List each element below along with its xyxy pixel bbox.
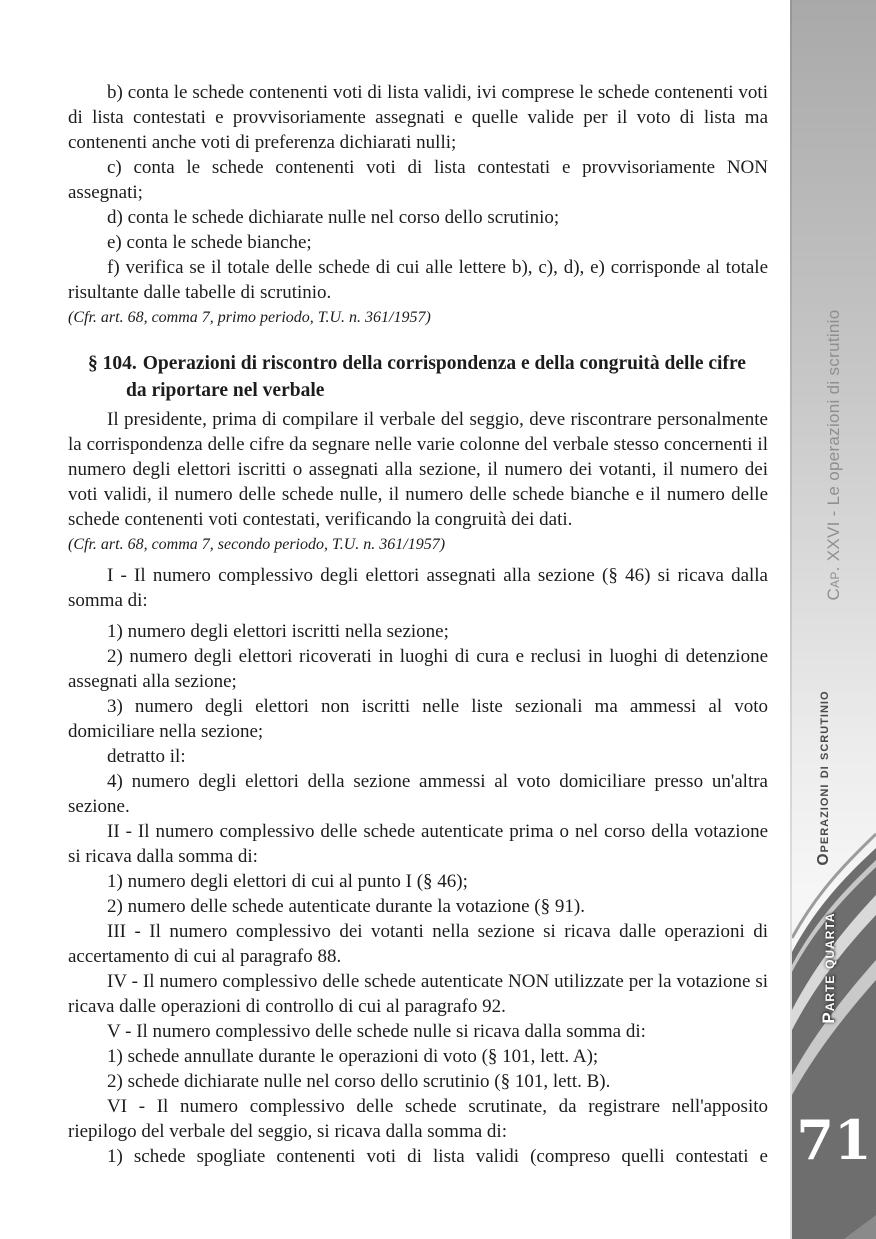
swoosh-graphic bbox=[792, 830, 876, 1239]
decorative-sidebar bbox=[790, 0, 876, 1239]
list-item: 2) numero degli elettori ricoverati in luoghi di cura e reclusi in luoghi di detenzione assegnati alla sezione; bbox=[68, 646, 768, 692]
page-body-text bbox=[68, 80, 768, 1169]
paragraph: c) conta le schede contenenti voti di lista contestati e provvisoriamente NON assegnati; bbox=[68, 157, 768, 203]
list-item: 1) numero degli elettori iscritti nella sezione; bbox=[107, 621, 449, 642]
paragraph: f) verifica se il totale delle schede di cui alle lettere b), c), d), e) corrisponde al totale risultante dalle tabelle di scrutinio. bbox=[68, 257, 768, 303]
chapter-title: - Le operazioni di scrutinio bbox=[824, 309, 843, 522]
list-item: 2) schede dichiarate nulle nel corso dello scrutinio (§ 101, lett. B). bbox=[107, 1071, 611, 1092]
paragraph: VI - Il numero complessivo delle schede scrutinate, da registrare nell'apposito riepilogo del verbale del seggio, si ricava dalla somma di: bbox=[68, 1096, 768, 1142]
section-heading bbox=[88, 350, 768, 404]
page-number: 71 bbox=[796, 1108, 872, 1172]
section-number: § 104. bbox=[88, 353, 137, 374]
paragraph: V - Il numero complessivo delle schede nulle si ricava dalla somma di: bbox=[107, 1021, 646, 1042]
list-item: 1) schede annullate durante le operazioni di voto (§ 101, lett. A); bbox=[107, 1046, 599, 1067]
list-item: 1) schede spogliate contenenti voti di lista validi (compreso quelli contestati e bbox=[107, 1146, 768, 1167]
paragraph: d) conta le schede dichiarate nulle nel corso dello scrutinio; bbox=[107, 207, 560, 228]
paragraph: II - Il numero complessivo delle schede autenticate prima o nel corso della votazione si ricava dalla somma di: bbox=[68, 821, 768, 867]
paragraph: III - Il numero complessivo dei votanti nella sezione si ricava dalle operazioni di accertamento di cui al paragrafo 88. bbox=[68, 921, 768, 967]
paragraph: IV - Il numero complessivo delle schede autenticate NON utilizzate per la votazione si ricava dalle operazioni di controllo di cui al paragrafo 92. bbox=[68, 971, 768, 1017]
chapter-number: Cap. XXVI bbox=[824, 521, 843, 601]
paragraph: e) conta le schede bianche; bbox=[107, 232, 312, 253]
paragraph: detratto il: bbox=[107, 746, 186, 767]
list-item: 3) numero degli elettori non iscritti nelle liste sezionali ma ammessi al voto domiciliare nella sezione; bbox=[68, 696, 768, 742]
legal-citation: (Cfr. art. 68, comma 7, secondo periodo, T.U. n. 361/1957) bbox=[68, 536, 446, 553]
list-item: 4) numero degli elettori della sezione ammessi al voto domiciliare presso un'altra sezione. bbox=[68, 771, 768, 817]
paragraph: b) conta le schede contenenti voti di lista validi, ivi comprese le schede contenenti voti di lista contestati e provvisoriamente assegnati e quelle valide per il voto di lista ma contenenti anche voti di preferenza dichiarati nulli; bbox=[68, 82, 768, 153]
section-tab-label: Operazioni di scrutinio bbox=[815, 690, 832, 866]
legal-citation: (Cfr. art. 68, comma 7, primo periodo, T.U. n. 361/1957) bbox=[68, 309, 431, 326]
list-item: 2) numero delle schede autenticate durante la votazione (§ 91). bbox=[107, 896, 585, 917]
paragraph: I - Il numero complessivo degli elettori assegnati alla sezione (§ 46) si ricava dalla somma di: bbox=[68, 565, 768, 611]
section-title: Operazioni di riscontro della corrispondenza e della congruità delle cifre da riportare nel verbale bbox=[126, 353, 746, 401]
list-item: 1) numero degli elettori di cui al punto I (§ 46); bbox=[107, 871, 468, 892]
chapter-tab-label bbox=[824, 309, 844, 600]
part-tab-label: Parte quarta bbox=[819, 912, 838, 1024]
paragraph: Il presidente, prima di compilare il verbale del seggio, deve riscontrare personalmente la corrispondenza delle cifre da segnare nelle varie colonne del verbale stesso concernenti il numero degli elettori iscritti o assegnati alla sezione, il numero dei votanti, il numero dei voti validi, il numero delle schede nulle, il numero delle schede bianche e il numero delle schede contenenti voti contestati, verificando la congruità dei dati. bbox=[68, 409, 768, 530]
